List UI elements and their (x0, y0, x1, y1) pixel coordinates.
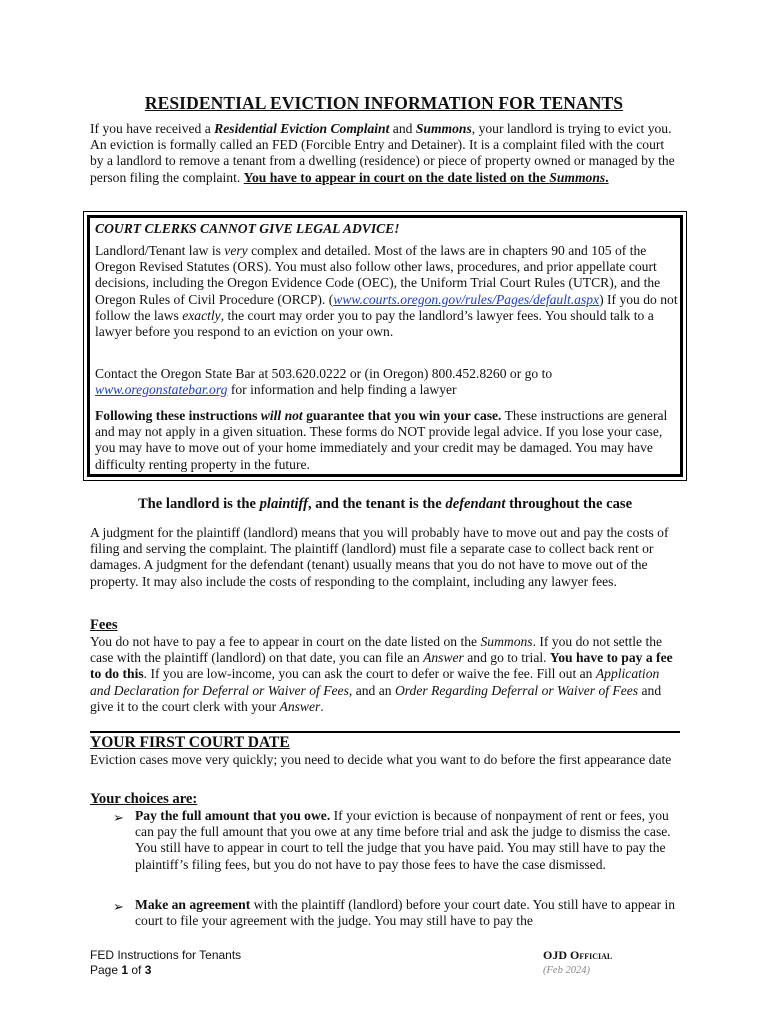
ojd-official-label: OJD Official (543, 948, 613, 962)
legal-advice-box (83, 211, 687, 481)
box-disclaimer-bold: guarantee that you win your case. (302, 408, 502, 423)
box-bar-paragraph (95, 366, 679, 398)
footer-official (543, 948, 612, 978)
intro-paragraph (90, 121, 680, 186)
box-emphasis: will not (260, 408, 303, 423)
fees-text: and give it to the court clerk with your (90, 682, 662, 714)
fees-text: and go to trial. (463, 650, 550, 666)
answer-term: Answer (279, 698, 321, 714)
fees-paragraph (90, 634, 680, 715)
box-disclaimer-bold: Following these instructions (95, 408, 261, 423)
box-law-paragraph (95, 243, 679, 340)
choice-text: with the plaintiff (landlord) before your court date. You still have to appear in court to file your agreement with the judge. You may still have to pay the (135, 897, 676, 929)
fees-text: , and an (348, 682, 395, 698)
judgment-paragraph: A judgment for the plaintiff (landlord) means that you will probably have to move out and pay the costs of filing and serving the complaint. The plaintiff (landlord) must file a separate case to collect back rent or damages. A judgment for the defendant (tenant) usually means that you do not have to move out of the property. It may also include the costs of responding to the complaint, including any lawyer fees. (90, 525, 669, 589)
fees-text: . If you do not settle the case with the plaintiff (landlord) on that date, you can file an (90, 634, 663, 666)
footer-form-info (90, 948, 241, 978)
footer-form-title: FED Instructions for Tenants (90, 948, 242, 962)
box-text: Contact the Oregon State Bar at 503.620.0222 or (in Oregon) 800.452.8260 or go to (95, 366, 553, 381)
oregon-state-bar-link[interactable]: www.oregonstatebar.org (95, 382, 228, 398)
page-total: 3 (144, 963, 152, 977)
fees-text: . (320, 698, 324, 714)
complaint-term: Residential Eviction Complaint (214, 121, 390, 136)
summons-term: Summons (549, 169, 606, 185)
summons-term: Summons (415, 121, 472, 136)
answer-term: Answer (423, 650, 464, 666)
first-court-date-heading: YOUR FIRST COURT DATE (90, 734, 290, 751)
box-disclaimer-paragraph (95, 408, 679, 473)
summons-term: Summons (480, 634, 533, 649)
box-heading: COURT CLERKS CANNOT GIVE LEGAL ADVICE! (95, 221, 400, 236)
intro-text: If you have received a (90, 121, 215, 136)
box-text: for information and help finding a lawyer (227, 382, 457, 398)
choices-heading: Your choices are: (90, 791, 198, 807)
intro-text: and (389, 121, 416, 136)
line-text: throughout the case (505, 496, 633, 512)
page-current: 1 (121, 963, 129, 977)
defendant-term: defendant (445, 496, 506, 512)
bullet-arrow-icon: ➢ (113, 899, 124, 914)
revision-date: (Feb 2024) (543, 965, 590, 976)
page-label: Page (90, 963, 122, 977)
box-text: ) If you do not follow the laws (95, 291, 678, 323)
box-text: Landlord/Tenant law is (95, 243, 225, 258)
choice-title: Pay the full amount that you owe. (135, 808, 331, 823)
plaintiff-term: plaintiff (259, 496, 308, 512)
footer-page-number (90, 963, 241, 978)
appear-notice-end: . (605, 169, 609, 185)
bullet-arrow-icon: ➢ (113, 810, 124, 825)
line-text: The landlord is the (137, 496, 260, 512)
fees-text: You do not have to pay a fee to appear in court on the date listed on the (90, 634, 481, 649)
box-emphasis: exactly (182, 307, 221, 323)
first-court-date-text: Eviction cases move very quickly; you need to decide what you want to do before the first appearance date (90, 752, 672, 767)
fee-required-notice: You have to pay a fee to do this (90, 650, 673, 682)
fee-order-form-name: Order Regarding Deferral or Waiver of Fees (394, 682, 639, 698)
box-emphasis: very (224, 243, 248, 258)
choice-pay-full (135, 808, 680, 873)
box-text: These instructions are general and may not apply in a given situation. These forms do NOT provide legal advice. If you lose your case, you may have to move out of your home immediately and your credit may be damaged. You may have difficulty renting property in the future. (95, 408, 668, 472)
intro-text: , your landlord is trying to evict you. An eviction is formally called an FED (Forcible Entry and Detainer). It is a complaint filed with the court by a landlord to remove a tenant from a dwelling (residence) or piece of property owned or managed by the person filing the complaint. (90, 121, 675, 185)
section-divider (90, 731, 680, 733)
appear-notice: You have to appear in court on the date listed on the (243, 169, 550, 185)
page-of: of (128, 963, 145, 977)
fee-waiver-form-name: Application and Declaration for Deferral or Waiver of Fees (90, 666, 660, 698)
fees-heading: Fees (90, 617, 118, 633)
courts-rules-link[interactable]: www.courts.oregon.gov/rules/Pages/default.aspx (333, 291, 600, 307)
choice-text: If your eviction is because of nonpayment of rent or fees, you can pay the full amount that you owe at any time before trial and ask the judge to dismiss the case. You still have to appear in court to tell the judge that you have paid. You may still have to pay the plaintiff’s filing fees, but you do not have to pay those fees to have the case dismissed. (135, 808, 671, 872)
box-text: , the court may order you to pay the landlord’s lawyer fees. You should talk to a lawyer before you respond to an eviction on your own. (95, 307, 654, 340)
box-text: complex and detailed. Most of the laws are in chapters 90 and 105 of the Oregon Revised Statutes (ORS). You must also follow other laws, procedures, and prior appellate court decisions, including the Oregon Evidence Code (OEC), the Uniform Trial Court Rules (UTCR), and the Oregon Rules of Civil Procedure (ORCP). ( (95, 243, 661, 307)
plaintiff-defendant-line (90, 496, 680, 513)
choice-title: Make an agreement (135, 897, 251, 912)
fees-text: . If you are low-income, you can ask the court to defer or waive the fee. Fill out an (143, 666, 596, 682)
legal-advice-box-inner (87, 215, 683, 477)
choice-make-agreement (135, 897, 680, 929)
line-text: , and the tenant is the (307, 496, 446, 512)
page-title: RESIDENTIAL EVICTION INFORMATION FOR TENANTS (144, 93, 624, 113)
